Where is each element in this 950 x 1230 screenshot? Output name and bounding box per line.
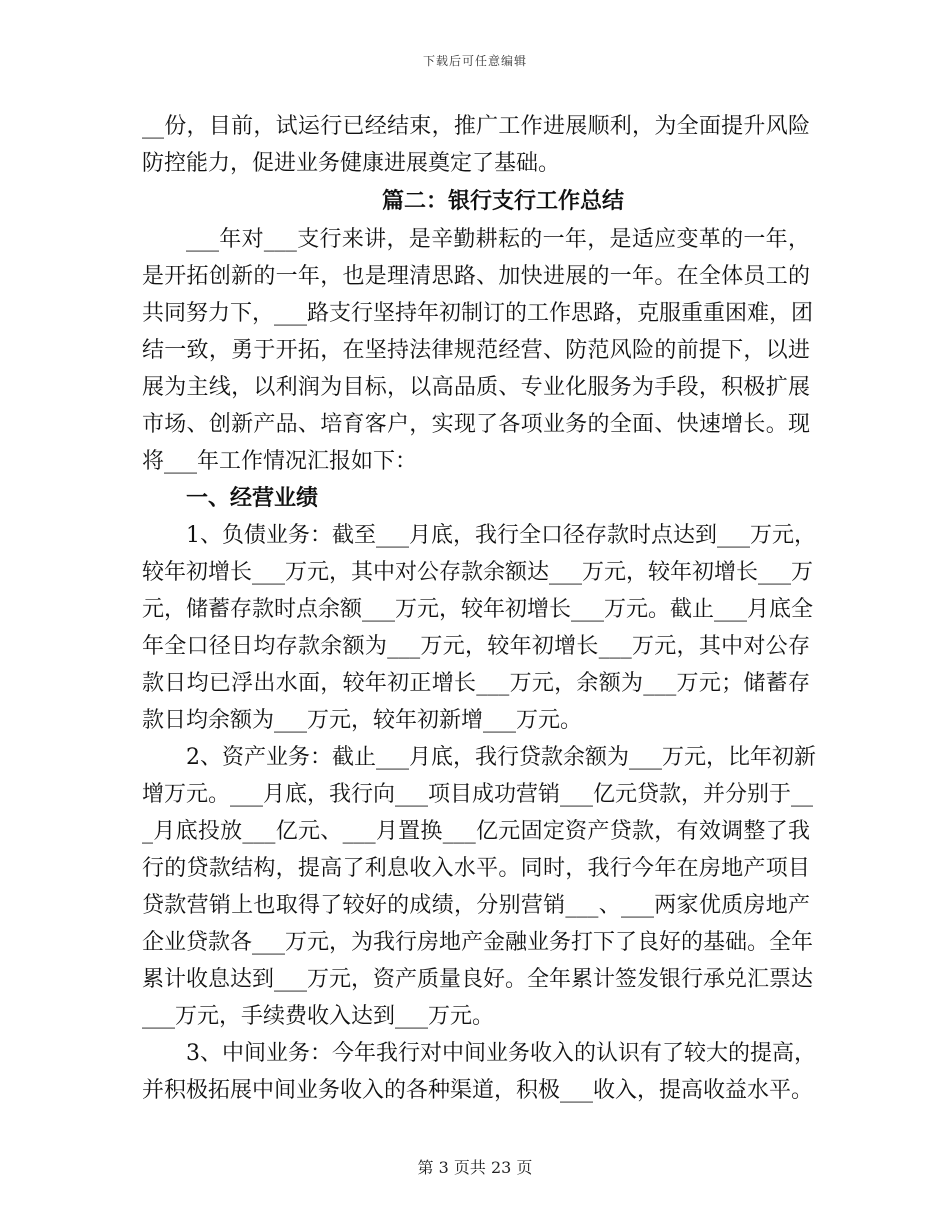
paragraph-line: 防控能力，促进业务健康进展奠定了基础。 [142,151,561,176]
paragraph-line: 增万元。___月底，我行向___项目成功营销___亿元贷款，并分别于__ [142,782,814,807]
paragraph-line: 年全口径日均存款余额为___万元，较年初增长___万元，其中对公存 [142,634,810,659]
paragraph-line: 2、资产业务：截止___月底，我行贷款余额为___万元，比年初新 [186,745,816,770]
paragraph-line: 结一致，勇于开拓，在坚持法律规范经营、防范风险的前提下，以进 [142,338,810,363]
header-note: 下载后可任意编辑 [422,54,527,68]
paragraph-line: 展为主线，以利润为目标，以高品质、专业化服务为手段，积极扩展 [142,375,810,400]
paragraph-line: _月底投放___亿元、___月置换___亿元固定资产贷款，有效调整了我 [142,819,810,844]
paragraph-line: 较年初增长___万元，其中对公存款余额达___万元，较年初增长___万 [142,560,814,585]
paragraph-line: ___万元，手续费收入达到___万元。 [142,1004,495,1029]
paragraph-line: 将___年工作情况汇报如下： [142,449,418,474]
paragraph-line: 企业贷款各___万元，为我行房地产金融业务打下了良好的基础。全年 [142,930,814,955]
subsection-heading: 一、经营业绩 [186,485,319,511]
paragraph-line: __份，目前，试运行已经结束，推广工作进展顺利，为全面提升风险 [142,114,810,139]
paragraph-line: 共同努力下，___路支行坚持年初制订的工作思路，克服重重困难，团 [142,301,814,326]
paragraph-line: 3、中间业务：今年我行对中间业务收入的认识有了较大的提高， [186,1041,816,1066]
paragraph-line: 行的贷款结构，提高了利息收入水平。同时，我行今年在房地产项目 [142,856,810,881]
paragraph-line: 并积极拓展中间业务收入的各种渠道，积极___收入，提高收益水平。 [142,1078,814,1103]
section-title: 篇二：银行支行工作总结 [381,188,624,214]
paragraph-line: 贷款营销上也取得了较好的成绩，分别营销___、___两家优质房地产 [142,893,810,918]
paragraph-line: 款日均已浮出水面，较年初正增长___万元，余额为___万元；储蓄存 [142,671,810,696]
document-body [142,108,816,1109]
paragraph-line: 款日均余额为___万元，较年初新增___万元。 [142,708,583,733]
paragraph-line: 市场、创新产品、培育客户，实现了各项业务的全面、快速增长。现 [142,412,810,437]
paragraph-line: 累计收息达到___万元，资产质量良好。全年累计签发银行承兑汇票达 [142,967,814,992]
paragraph-line: 是开拓创新的一年，也是理清思路、加快进展的一年。在全体员工的 [142,264,810,289]
page-footer: 第 3 页共 23 页 [417,1158,533,1177]
paragraph-line: ___年对___支行来讲，是辛勤耕耘的一年，是适应变革的一年， [186,227,810,252]
paragraph-line: 1、负债业务：截至___月底，我行全口径存款时点达到___万元， [186,523,816,548]
paragraph-line: 元，储蓄存款时点余额___万元，较年初增长___万元。截止___月底全 [142,597,814,622]
